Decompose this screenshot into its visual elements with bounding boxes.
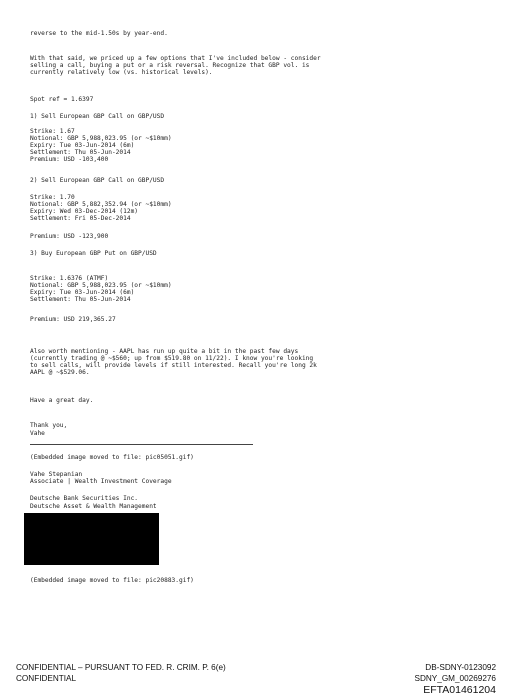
signature-name: Vahe Stepanian [30, 471, 83, 478]
embedded-image-note: (Embedded image moved to file: pic05051.gif) [30, 454, 194, 461]
company-line: Deutsche Bank Securities Inc. [30, 495, 139, 502]
paragraph-line: selling a call, buying a put or a risk reversal. Recognize that GBP vol. is [30, 62, 310, 69]
paragraph-line: currently relatively low (vs. historical levels). [30, 69, 213, 76]
option2-line: Notional: GBP 5,882,352.94 (or ~$10mm) [30, 201, 172, 208]
option2-title: 2) Sell European GBP Call on GBP/USD [30, 177, 165, 184]
option2-line: Expiry: Wed 03-Dec-2014 (12m) [30, 208, 139, 215]
option2-line: Settlement: Fri 05-Dec-2014 [30, 215, 131, 222]
option1-line: Premium: USD -103,400 [30, 156, 109, 163]
option1-line: Settlement: Thu 05-Jun-2014 [30, 149, 131, 156]
option1-line: Notional: GBP 5,988,023.95 (or ~$10mm) [30, 135, 172, 142]
option3-premium: Premium: USD 219,365.27 [30, 316, 116, 323]
bates-number: DB-SDNY-0123092 [425, 663, 496, 672]
aapl-line: (currently trading @ ~$560; up from $519.80 on 11/22). I know you're looking [30, 355, 314, 362]
aapl-line: to sell calls, will provide levels if still interested. Recall you're long 2k [30, 362, 317, 369]
aapl-line: Also worth mentioning - AAPL has run up quite a bit in the past few days [30, 348, 299, 355]
thanks-line: Thank you, [30, 422, 68, 429]
option3-line: Expiry: Tue 03-Jun-2014 (6m) [30, 289, 135, 296]
option1-title: 1) Sell European GBP Call on GBP/USD [30, 113, 165, 120]
option3-line: Notional: GBP 5,988,023.95 (or ~$10mm) [30, 282, 172, 289]
sender-short-name: Vahe [30, 430, 45, 437]
confidential-notice: CONFIDENTIAL – PURSUANT TO FED. R. CRIM. P. 6(e) [16, 663, 226, 672]
confidential-label: CONFIDENTIAL [16, 674, 77, 683]
paragraph-line: With that said, we priced up a few options that I've included below - consider [30, 55, 321, 62]
bates-number: EFTA01461204 [423, 684, 496, 696]
embedded-image-note: (Embedded image moved to file: pic20883.gif) [30, 577, 194, 584]
aapl-line: AAPL @ ~$529.06. [30, 369, 90, 376]
redaction-block [24, 513, 159, 565]
option1-line: Expiry: Tue 03-Jun-2014 (6m) [30, 142, 135, 149]
spot-ref: Spot ref = 1.6397 [30, 96, 94, 103]
closing-line: Have a great day. [30, 397, 94, 404]
option2-line: Strike: 1.70 [30, 194, 75, 201]
option3-line: Settlement: Thu 05-Jun-2014 [30, 296, 131, 303]
option3-title: 3) Buy European GBP Put on GBP/USD [30, 250, 157, 257]
option2-premium: Premium: USD -123,900 [30, 233, 109, 240]
intro-line: reverse to the mid-1.50s by year-end. [30, 30, 168, 37]
company-line: Deutsche Asset & Wealth Management [30, 503, 157, 510]
option3-line: Strike: 1.6376 (ATMF) [30, 275, 109, 282]
option1-line: Strike: 1.67 [30, 128, 75, 135]
signature-title: Associate | Wealth Investment Coverage [30, 478, 172, 485]
bates-number: SDNY_GM_00269276 [414, 674, 496, 683]
signature-divider [30, 444, 253, 445]
